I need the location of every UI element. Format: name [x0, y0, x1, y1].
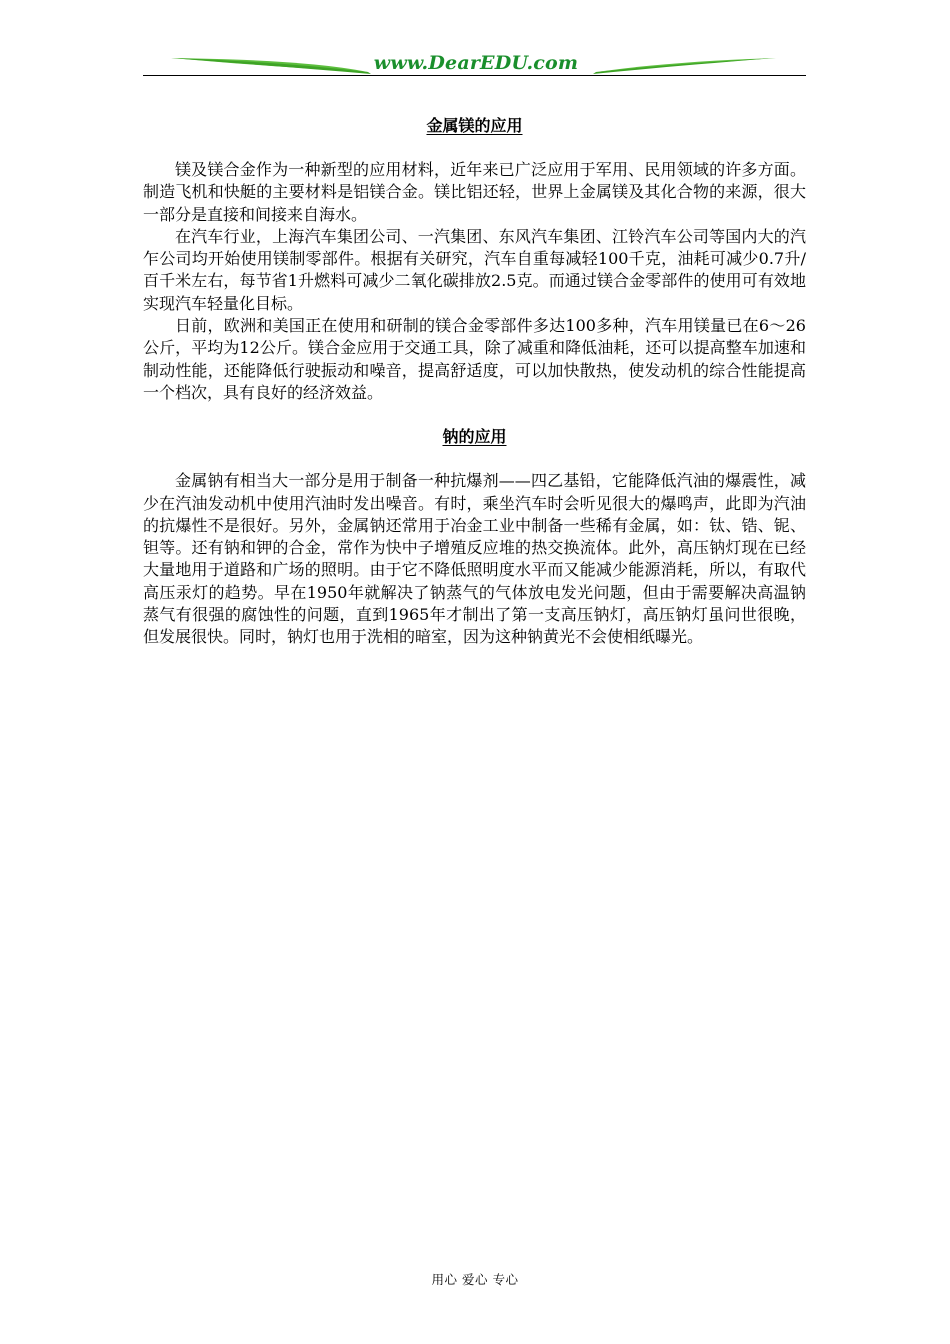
page-footer: 用心 爱心 专心	[431, 1272, 519, 1287]
right-swoosh-tail	[593, 58, 776, 74]
paragraph-sodium-1: 金属钠有相当大一部分是用于制备一种抗爆剂——四乙基铅，它能降低汽油的爆震性，减少在汽油发动机中使用汽油时发出噪音。有时，乘坐汽车时会听见很大的爆鸣声，此即为汽油的抗爆性不是很好。另外，金属钠还常用于冶金工业中制备一些稀有金属，如：钛、锆、铌、钽等。还有钠和钾的合金，常作为快中子增殖反应堆的热交换流体。此外，高压钠灯现在已经大量地用于道路和广场的照明。由于它不降低照明度水平而又能减少能源消耗，所以，有取代高压汞灯的趋势。早在1950年就解决了钠蒸气的气体放电发光问题，但由于需要解决高温钠蒸气有很强的腐蚀性的问题，直到1965年才制出了第一支高压钠灯，高压钠灯虽问世很晚，但发展很快。同时，钠灯也用于洗相的暗室，因为这种钠黄光不会使相纸曝光。	[143, 471, 806, 647]
section-title-sodium: 钠的应用	[442, 427, 507, 447]
section-title-magnesium: 金属镁的应用	[426, 116, 523, 135]
paragraph-magnesium-2: 在汽车行业，上海汽车集团公司、一汽集团、东风汽车集团、江铃汽车公司等国内大的汽乍公司均开始使用镁制零部件。根据有关研究，汽车自重每减轻100千克，油耗可减少0.7升/百千米左右，每节省1升燃料可减少二氧化碳排放2.5克。而通过镁合金零部件的使用可有效地实现汽车轻量化目标。	[143, 226, 806, 313]
header-divider	[143, 75, 806, 76]
document-body	[143, 113, 806, 649]
paragraph-magnesium-1: 镁及镁合金作为一种新型的应用材料，近年来已广泛应用于军用、民用领域的许多方面。制造飞机和快艇的主要材料是铝镁合金。镁比铝还轻，世界上金属镁及其化合物的来源，很大一部分是直接和间接来自海水。	[143, 160, 806, 224]
paragraph-magnesium-3: 日前，欧洲和美国正在使用和研制的镁合金零部件多达100多种，汽车用镁量已在6～26公斤，平均为12公斤。镁合金应用于交通工具，除了减重和降低油耗，还可以提高整车加速和制动性能，还能降低行驶振动和噪音，提高舒适度，可以加快散热，使发动机的综合性能提高一个档次，具有良好的经济效益。	[143, 316, 806, 402]
site-logo: www.DearEDU.com	[373, 52, 579, 74]
